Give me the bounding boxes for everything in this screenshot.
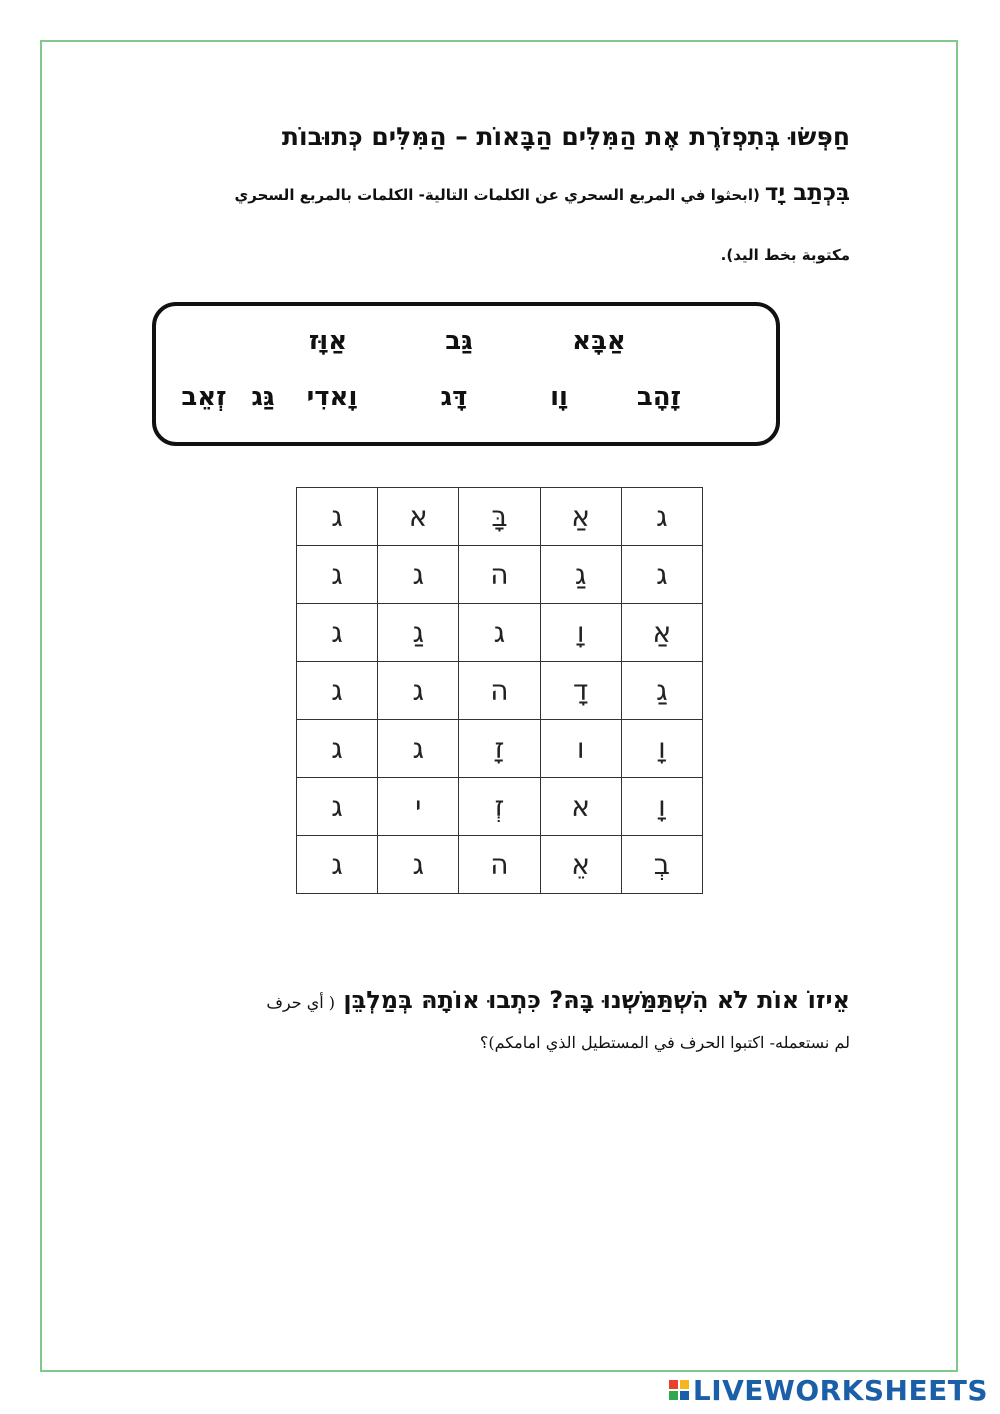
grid-row (297, 778, 703, 836)
grid-cell: דָ (540, 662, 621, 720)
grid-cell: ה (459, 836, 540, 894)
logo-text: LIVEWORKSHEETS (692, 1373, 988, 1407)
grid-cell: ג (378, 720, 459, 778)
grid-row (297, 604, 703, 662)
word-bank-item: גַּג (251, 382, 275, 412)
word-bank-item: וָאדִי (306, 382, 358, 412)
grid-cell: וָ (540, 604, 621, 662)
grid-cell: זָ (459, 720, 540, 778)
grid-row (297, 488, 703, 546)
instruction-line-1: חַפְּשׂוּ בְּתִפְזֹרֶת אֶת הַמִּלִּים הַבָּאוֹת – הַמִּלִּים כְּתוּבוֹת (281, 122, 850, 151)
grid-cell: ג (621, 546, 702, 604)
grid-cell: וָ (621, 778, 702, 836)
instruction-hebrew-handwriting: בִּכְתַב יָד (764, 180, 850, 206)
word-bank-item: אַוָּז (308, 326, 348, 356)
logo-square (669, 1380, 678, 1389)
word-bank-box (152, 302, 780, 446)
instruction-line-2 (150, 180, 850, 206)
grid-cell: ג (297, 836, 378, 894)
grid-row (297, 720, 703, 778)
grid-cell: גַ (540, 546, 621, 604)
grid-cell: ג (459, 604, 540, 662)
logo-square (680, 1391, 689, 1400)
question-arabic-1: ( أي حرف (266, 993, 335, 1012)
word-bank-item: דָּג (440, 382, 468, 412)
grid-cell: בְ (621, 836, 702, 894)
grid-cell: ה (459, 546, 540, 604)
grid-cell: ג (378, 836, 459, 894)
grid-cell: אַ (540, 488, 621, 546)
grid-cell: א (378, 488, 459, 546)
grid-cell: ג (378, 662, 459, 720)
grid-cell: ג (297, 488, 378, 546)
word-bank-item: אַבָּא (572, 326, 626, 356)
grid-cell: זְ (459, 778, 540, 836)
logo-square (680, 1380, 689, 1389)
instruction-arabic-1: (ابحثوا في المربع السحري عن الكلمات التالية- الكلمات بالمربع السحري (234, 186, 760, 204)
grid-cell: ג (621, 488, 702, 546)
grid-cell: א (540, 778, 621, 836)
word-bank-item: זָהָב (636, 382, 682, 412)
word-search-grid (296, 487, 703, 894)
instruction-line-3: مكتوبة بخط اليد). (720, 246, 850, 264)
grid-cell: בָּ (459, 488, 540, 546)
question-line-2: لم نستعمله- اكتبوا الحرف في المستطيل الذي امامكم)؟ (479, 1033, 850, 1052)
grid-row (297, 662, 703, 720)
logo-mark-icon (669, 1380, 689, 1400)
grid-cell: י (378, 778, 459, 836)
grid-cell: ג (297, 662, 378, 720)
grid-cell: ג (297, 778, 378, 836)
grid-cell: ה (459, 662, 540, 720)
grid-cell: גַ (378, 604, 459, 662)
grid-cell: ג (297, 546, 378, 604)
grid-cell: ג (297, 720, 378, 778)
question-line-1 (150, 986, 850, 1014)
word-bank-item: וָו (550, 382, 568, 412)
grid-row (297, 546, 703, 604)
grid-cell: ג (378, 546, 459, 604)
grid-row (297, 836, 703, 894)
grid-cell: אַ (621, 604, 702, 662)
grid-cell: גַ (621, 662, 702, 720)
logo-square (669, 1391, 678, 1400)
grid-cell: ג (297, 604, 378, 662)
word-bank-item: זְאֵב (181, 382, 227, 412)
grid-cell: ו (540, 720, 621, 778)
liveworksheets-logo (669, 1374, 988, 1406)
question-hebrew: אֵיזוֹ אוֹת לֹא הִשְׁתַּמַּשְׁנוּ בָּהּ? כִּתְבוּ אוֹתָהּ בְּמַלְבֵּן (343, 986, 850, 1014)
word-bank-item: גַּב (445, 326, 473, 356)
grid-cell: וָ (621, 720, 702, 778)
grid-cell: אֵ (540, 836, 621, 894)
